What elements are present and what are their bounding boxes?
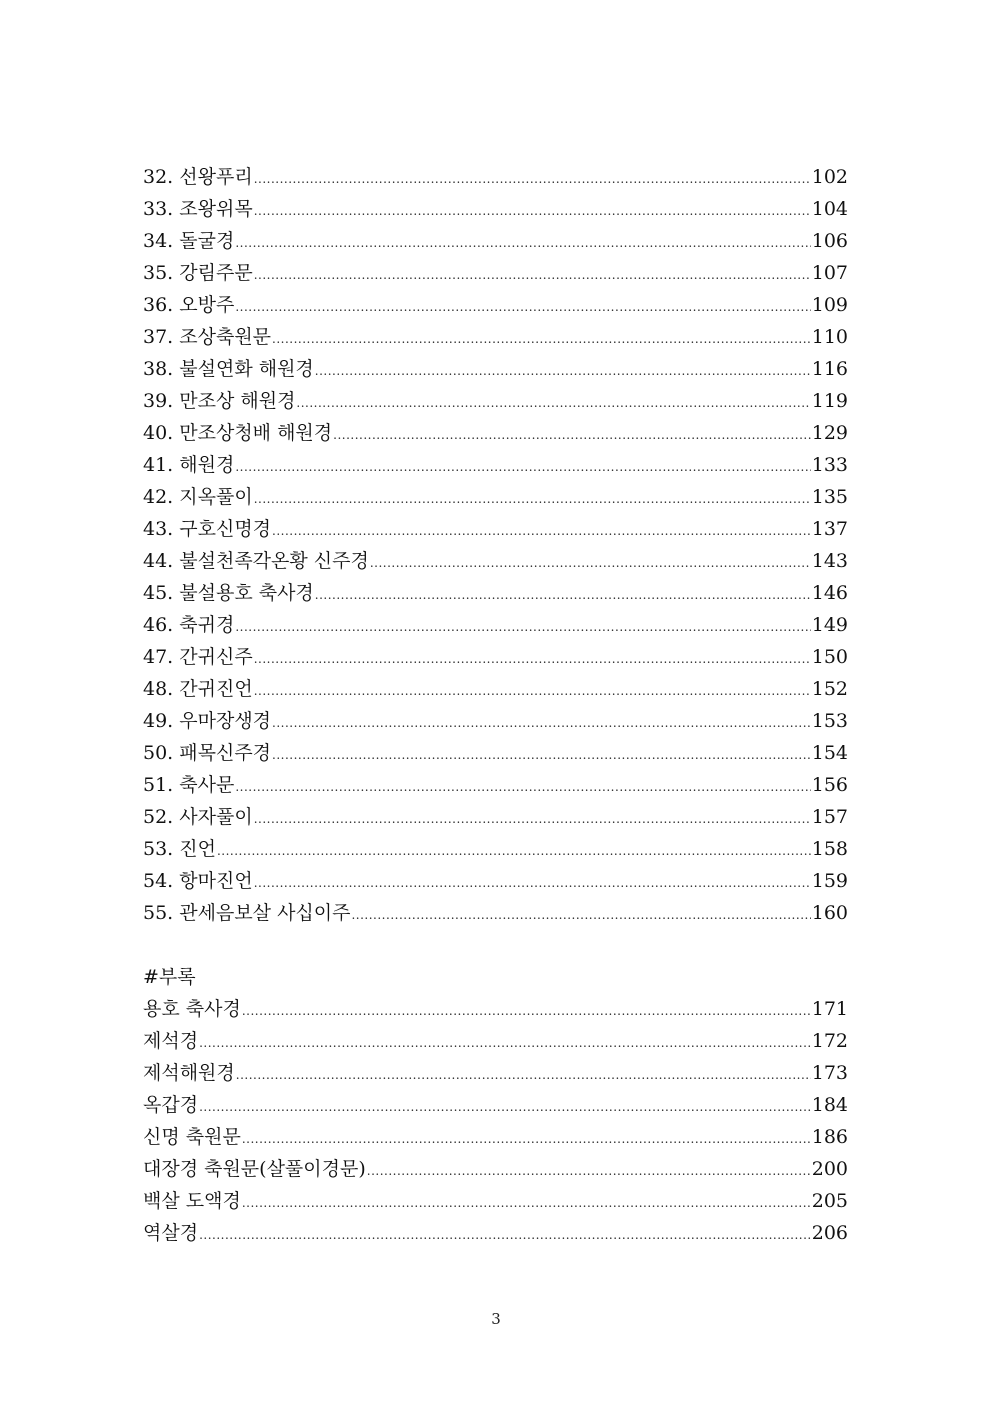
toc-entry-title: 제석경	[143, 1030, 199, 1052]
toc-entry	[143, 801, 848, 833]
toc-dot-leader	[254, 205, 811, 217]
toc-entry	[143, 865, 848, 897]
toc-entry-title: 44. 불설천족각온황 신주경	[143, 550, 369, 572]
toc-entry	[143, 481, 848, 513]
toc-entry	[143, 449, 848, 481]
toc-entry-title: 33. 조왕위목	[143, 198, 253, 220]
toc-entry-title: 51. 축사문	[143, 774, 235, 796]
toc-dot-leader	[272, 525, 811, 537]
toc-dot-leader	[235, 621, 810, 633]
toc-entry	[143, 385, 848, 417]
toc-entry	[143, 577, 848, 609]
toc-entry-title: 옥갑경	[143, 1094, 199, 1116]
toc-entry-page: 205	[811, 1190, 848, 1212]
toc-entry-page: 156	[811, 774, 848, 796]
toc-entry-page: 152	[811, 678, 848, 700]
toc-entry-title: 48. 간귀진언	[143, 678, 253, 700]
toc-entry-page: 104	[811, 198, 848, 220]
toc-dot-leader	[254, 685, 811, 697]
toc-entry-title: 37. 조상축원문	[143, 326, 272, 348]
toc-dot-leader	[235, 461, 810, 473]
toc-entry-page: 149	[811, 614, 848, 636]
toc-entry-page: 153	[811, 710, 848, 732]
toc-entry-page: 110	[811, 326, 848, 348]
toc-dot-leader	[351, 909, 810, 921]
toc-entry	[143, 321, 848, 353]
toc-entry	[143, 609, 848, 641]
toc-entry-title: 34. 돌굴경	[143, 230, 235, 252]
toc-entry-page: 109	[811, 294, 848, 316]
page-number: 3	[491, 1310, 501, 1328]
toc-entry-title: 49. 우마장생경	[143, 710, 272, 732]
toc-entry-title: 39. 만조상 해원경	[143, 390, 296, 412]
toc-dot-leader	[254, 493, 811, 505]
toc-entry	[143, 1057, 848, 1089]
toc-entry	[143, 417, 848, 449]
toc-entry	[143, 193, 848, 225]
toc-dot-leader	[272, 717, 811, 729]
toc-dot-leader	[254, 877, 811, 889]
toc-entry-title: 43. 구호신명경	[143, 518, 272, 540]
toc-entry-page: 159	[811, 870, 848, 892]
toc-entry	[143, 1121, 848, 1153]
toc-entry-title: 50. 패목신주경	[143, 742, 272, 764]
toc-entry-page: 172	[811, 1030, 848, 1052]
toc-entry-title: 47. 간귀신주	[143, 646, 253, 668]
toc-entry	[143, 225, 848, 257]
toc-dot-leader	[199, 1101, 811, 1113]
toc-entry-page: 146	[811, 582, 848, 604]
toc-entry-title: 32. 선왕푸리	[143, 166, 253, 188]
toc-entry-page: 150	[811, 646, 848, 668]
toc-entry-title: 54. 항마진언	[143, 870, 253, 892]
toc-dot-leader	[272, 749, 811, 761]
toc-entry	[143, 737, 848, 769]
toc-entry	[143, 1185, 848, 1217]
toc-entry	[143, 1089, 848, 1121]
toc-entry-title: 46. 축귀경	[143, 614, 235, 636]
toc-dot-leader	[236, 1069, 811, 1081]
toc-entry	[143, 257, 848, 289]
toc-entry	[143, 769, 848, 801]
toc-entry-page: 158	[811, 838, 848, 860]
toc-dot-leader	[235, 237, 810, 249]
toc-dot-leader	[367, 1165, 811, 1177]
toc-appendix-list	[143, 993, 848, 1249]
toc-dot-leader	[242, 1005, 811, 1017]
toc-entry-title: 35. 강림주문	[143, 262, 253, 284]
toc-entry	[143, 1025, 848, 1057]
toc-dot-leader	[199, 1037, 811, 1049]
toc-entry-page: 184	[811, 1094, 848, 1116]
toc-entry	[143, 705, 848, 737]
toc-entry-title: 41. 해원경	[143, 454, 235, 476]
toc-entry-title: 38. 불설연화 해원경	[143, 358, 314, 380]
toc-dot-leader	[254, 269, 811, 281]
toc-dot-leader	[217, 845, 811, 857]
toc-dot-leader	[199, 1229, 811, 1241]
toc-entry-page: 137	[811, 518, 848, 540]
toc-entry-page: 135	[811, 486, 848, 508]
toc-main-list	[143, 161, 848, 929]
toc-entry-page: 133	[811, 454, 848, 476]
toc-dot-leader	[333, 429, 811, 441]
toc-entry	[143, 993, 848, 1025]
toc-entry-page: 186	[811, 1126, 848, 1148]
toc-entry	[143, 513, 848, 545]
toc-entry	[143, 289, 848, 321]
toc-dot-leader	[370, 557, 811, 569]
section-gap	[143, 929, 848, 961]
toc-dot-leader	[272, 333, 811, 345]
toc-entry-title: 52. 사자풀이	[143, 806, 253, 828]
toc-entry	[143, 161, 848, 193]
toc-entry-title: 42. 지옥풀이	[143, 486, 253, 508]
toc-dot-leader	[315, 365, 811, 377]
toc-entry-page: 143	[811, 550, 848, 572]
toc-entry	[143, 545, 848, 577]
toc-entry-title: 45. 불설용호 축사경	[143, 582, 314, 604]
toc-entry-page: 129	[811, 422, 848, 444]
toc-entry-page: 160	[811, 902, 848, 924]
table-of-contents	[143, 161, 848, 1249]
toc-entry-title: 55. 관세음보살 사십이주	[143, 902, 351, 924]
toc-dot-leader	[235, 301, 810, 313]
toc-entry-page: 116	[811, 358, 848, 380]
toc-entry-title: 53. 진언	[143, 838, 216, 860]
toc-entry-title: 제석해원경	[143, 1062, 235, 1084]
toc-entry	[143, 1153, 848, 1185]
toc-entry	[143, 833, 848, 865]
toc-dot-leader	[235, 781, 810, 793]
toc-entry-page: 206	[811, 1222, 848, 1244]
toc-entry-page: 200	[811, 1158, 848, 1180]
toc-dot-leader	[242, 1197, 811, 1209]
toc-entry-page: 171	[811, 998, 848, 1020]
toc-entry-title: 36. 오방주	[143, 294, 235, 316]
toc-dot-leader	[315, 589, 811, 601]
toc-dot-leader	[242, 1133, 811, 1145]
toc-entry-page: 119	[811, 390, 848, 412]
toc-entry	[143, 353, 848, 385]
toc-entry-page: 102	[811, 166, 848, 188]
toc-dot-leader	[296, 397, 810, 409]
toc-entry-title: 백살 도액경	[143, 1190, 241, 1212]
appendix-heading: #부록	[143, 966, 196, 988]
toc-entry-page: 157	[811, 806, 848, 828]
toc-entry-title: 40. 만조상청배 해원경	[143, 422, 333, 444]
toc-dot-leader	[254, 173, 811, 185]
toc-entry-page: 173	[811, 1062, 848, 1084]
toc-entry	[143, 1217, 848, 1249]
toc-entry-title: 대장경 축원문(살풀이경문)	[143, 1158, 366, 1180]
toc-entry-page: 154	[811, 742, 848, 764]
toc-entry	[143, 897, 848, 929]
toc-entry	[143, 641, 848, 673]
toc-entry	[143, 673, 848, 705]
toc-entry-title: 역살경	[143, 1222, 199, 1244]
toc-dot-leader	[254, 653, 811, 665]
toc-entry-page: 106	[811, 230, 848, 252]
toc-entry-page: 107	[811, 262, 848, 284]
toc-entry-title: 용호 축사경	[143, 998, 241, 1020]
toc-dot-leader	[254, 813, 811, 825]
toc-entry-title: 신명 축원문	[143, 1126, 241, 1148]
